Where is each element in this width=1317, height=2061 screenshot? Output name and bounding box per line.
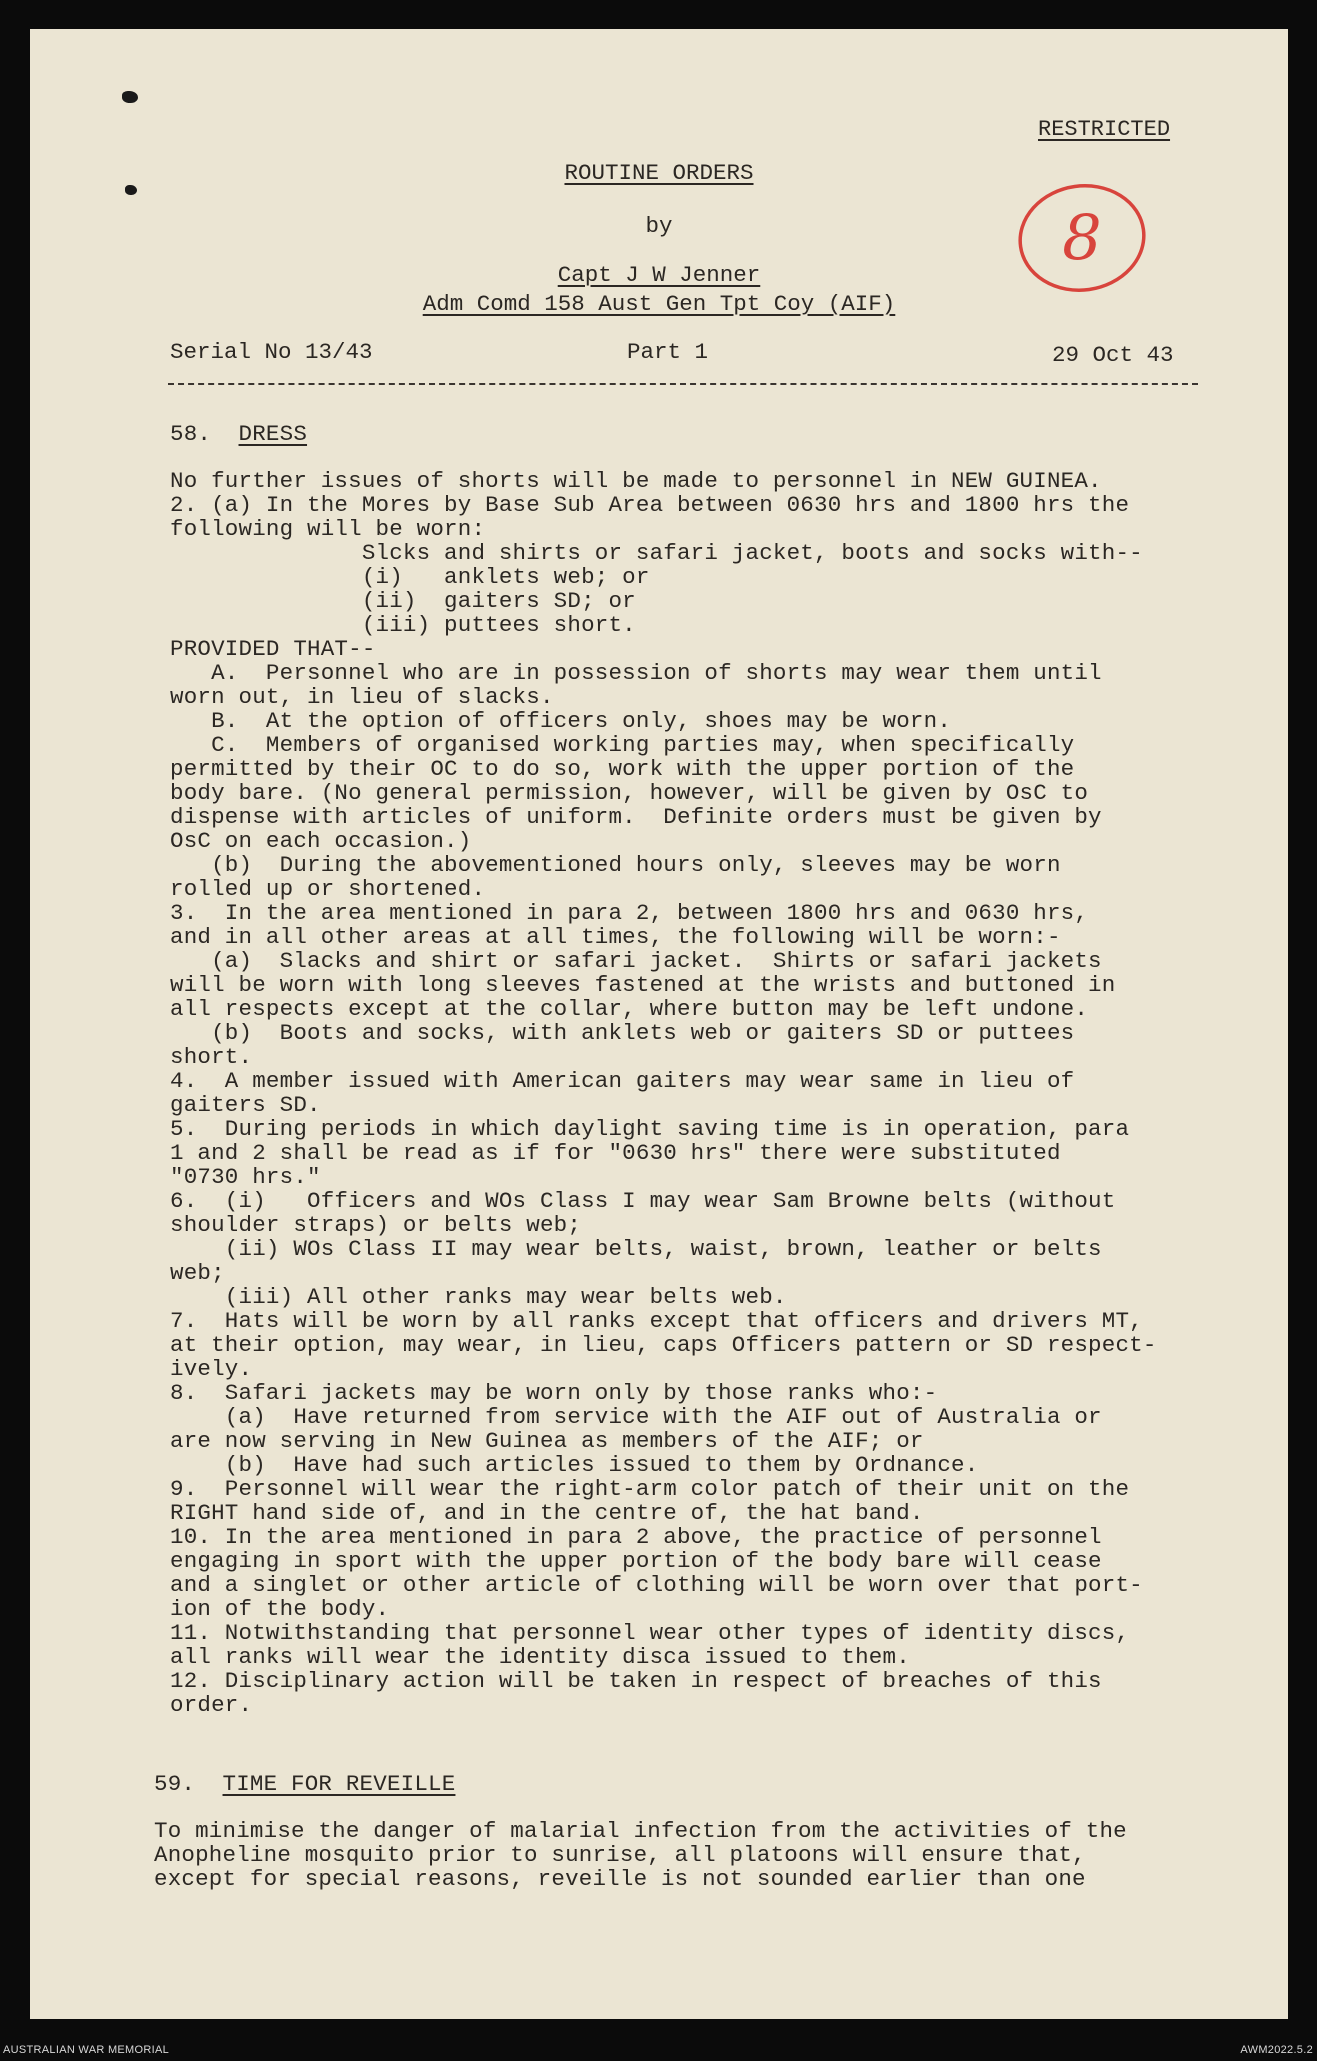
section-58-line: short. bbox=[170, 1044, 253, 1070]
section-58-line: and in all other areas at all times, the following will be worn:- bbox=[170, 924, 1061, 950]
red-circled-number-stamp bbox=[1015, 181, 1150, 296]
section-58-line: gaiters SD. bbox=[170, 1092, 321, 1118]
section-58-line: following will be worn: bbox=[170, 516, 486, 542]
section-58-heading bbox=[170, 422, 307, 446]
header-divider bbox=[168, 383, 1198, 385]
section-58-line: 4. A member issued with American gaiters may wear same in lieu of bbox=[170, 1068, 1075, 1094]
by-line: by bbox=[645, 213, 673, 239]
section-58-line: web; bbox=[170, 1260, 225, 1286]
section-58-line: B. At the option of officers only, shoes may be worn. bbox=[170, 708, 952, 734]
section-59-line: except for special reasons, reveille is not sounded earlier than one bbox=[154, 1866, 1086, 1892]
title-text: ROUTINE ORDERS bbox=[564, 160, 754, 186]
order-date: 29 Oct 43 bbox=[1052, 342, 1174, 368]
section-58-line: OsC on each occasion.) bbox=[170, 828, 472, 854]
section-58-line: 12. Disciplinary action will be taken in respect of breaches of this bbox=[170, 1668, 1102, 1694]
section-59-body bbox=[154, 1819, 1127, 1891]
section-58-line: order. bbox=[170, 1692, 253, 1718]
section-59-line: To minimise the danger of malarial infection from the activities of the bbox=[154, 1818, 1127, 1844]
section-58-line: and a singlet or other article of clothing will be worn over that port- bbox=[170, 1572, 1143, 1598]
security-classification: RESTRICTED bbox=[1038, 117, 1171, 142]
section-58-line: engaging in sport with the upper portion of the body bare will cease bbox=[170, 1548, 1102, 1574]
section-58-line: 5. During periods in which daylight saving time is in operation, para bbox=[170, 1116, 1130, 1142]
commander-name: Capt J W Jenner bbox=[557, 262, 761, 288]
section-58-line: permitted by their OC to do so, work with the upper portion of the bbox=[170, 756, 1075, 782]
punch-hole-top bbox=[122, 91, 138, 103]
section-58-line: (ii) WOs Class II may wear belts, waist, brown, leather or belts bbox=[170, 1236, 1102, 1262]
section-59-heading bbox=[154, 1772, 455, 1796]
section-58-line: (ii) gaiters SD; or bbox=[170, 588, 636, 614]
commander-unit: Adm Comd 158 Aust Gen Tpt Coy (AIF) bbox=[422, 291, 896, 317]
stamp-number: 8 bbox=[1062, 201, 1102, 274]
punch-hole-bottom bbox=[125, 185, 137, 195]
section-58-line: 2. (a) In the Mores by Base Sub Area between 0630 hrs and 1800 hrs the bbox=[170, 492, 1130, 518]
section-58-line: will be worn with long sleeves fastened at the wrists and buttoned in bbox=[170, 972, 1116, 998]
section-58-line: (b) Have had such articles issued to them by Ordnance. bbox=[170, 1452, 979, 1478]
section-58-line: (i) anklets web; or bbox=[170, 564, 650, 590]
section-58-number: 58. bbox=[170, 421, 212, 447]
document-page bbox=[30, 29, 1288, 2019]
section-58-body bbox=[170, 469, 1157, 1717]
part-number: Part 1 bbox=[627, 339, 709, 365]
section-58-line: all respects except at the collar, where button may be left undone. bbox=[170, 996, 1089, 1022]
section-58-line: 6. (i) Officers and WOs Class I may wear Sam Browne belts (without bbox=[170, 1188, 1116, 1214]
section-59-title: TIME FOR REVEILLE bbox=[222, 1771, 456, 1797]
section-58-line: rolled up or shortened. bbox=[170, 876, 486, 902]
section-58-line: (iii) All other ranks may wear belts web. bbox=[170, 1284, 787, 1310]
section-58-line: (a) Have returned from service with the AIF out of Australia or bbox=[170, 1404, 1102, 1430]
section-58-line: PROVIDED THAT-- bbox=[170, 636, 376, 662]
section-58-line: 7. Hats will be worn by all ranks except that officers and drivers MT, bbox=[170, 1308, 1143, 1334]
section-58-line: at their option, may wear, in lieu, caps Officers pattern or SD respect- bbox=[170, 1332, 1157, 1358]
archive-reference: AWM2022.5.2 bbox=[1240, 2044, 1313, 2056]
section-58-line: are now serving in New Guinea as members of the AIF; or bbox=[170, 1428, 924, 1454]
section-58-line: 10. In the area mentioned in para 2 above, the practice of personnel bbox=[170, 1524, 1102, 1550]
archive-credit: AUSTRALIAN WAR MEMORIAL bbox=[3, 2044, 170, 2056]
section-58-line: ion of the body. bbox=[170, 1596, 390, 1622]
section-58-line: dispense with articles of uniform. Definite orders must be given by bbox=[170, 804, 1102, 830]
section-58-line: 1 and 2 shall be read as if for "0630 hrs" there were substituted bbox=[170, 1140, 1061, 1166]
section-58-line: ively. bbox=[170, 1356, 253, 1382]
section-58-title: DRESS bbox=[238, 421, 308, 447]
section-58-line: C. Members of organised working parties may, when specifically bbox=[170, 732, 1075, 758]
section-58-line: RIGHT hand side of, and in the centre of, the hat band. bbox=[170, 1500, 924, 1526]
section-58-line: A. Personnel who are in possession of shorts may wear them until bbox=[170, 660, 1102, 686]
section-58-line: shoulder straps) or belts web; bbox=[170, 1212, 582, 1238]
section-58-line: Slcks and shirts or safari jacket, boots and socks with-- bbox=[170, 540, 1143, 566]
section-58-line: (b) During the abovementioned hours only, sleeves may be worn bbox=[170, 852, 1061, 878]
section-58-line: No further issues of shorts will be made to personnel in NEW GUINEA. bbox=[170, 468, 1102, 494]
section-58-line: body bare. (No general permission, however, will be given by OsC to bbox=[170, 780, 1089, 806]
section-58-line: 8. Safari jackets may be worn only by those ranks who:- bbox=[170, 1380, 938, 1406]
section-59-number: 59. bbox=[154, 1771, 196, 1797]
section-58-line: 11. Notwithstanding that personnel wear other types of identity discs, bbox=[170, 1620, 1130, 1646]
section-58-line: 9. Personnel will wear the right-arm color patch of their unit on the bbox=[170, 1476, 1130, 1502]
section-58-line: "0730 hrs." bbox=[170, 1164, 321, 1190]
section-58-line: all ranks will wear the identity disca issued to them. bbox=[170, 1644, 910, 1670]
section-59-line: Anopheline mosquito prior to sunrise, all platoons will ensure that, bbox=[154, 1842, 1086, 1868]
section-58-line: worn out, in lieu of slacks. bbox=[170, 684, 554, 710]
section-58-line: 3. In the area mentioned in para 2, between 1800 hrs and 0630 hrs, bbox=[170, 900, 1089, 926]
section-58-line: (a) Slacks and shirt or safari jacket. Shirts or safari jackets bbox=[170, 948, 1102, 974]
section-58-line: (iii) puttees short. bbox=[170, 612, 636, 638]
section-58-line: (b) Boots and socks, with anklets web or gaiters SD or puttees bbox=[170, 1020, 1075, 1046]
serial-number: Serial No 13/43 bbox=[170, 339, 373, 365]
